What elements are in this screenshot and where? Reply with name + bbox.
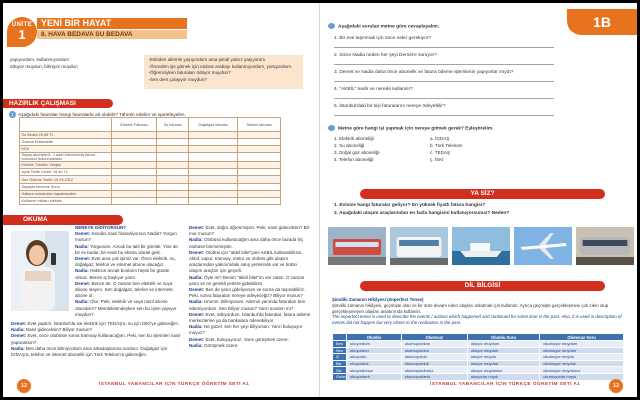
dialog-speaker: Demet: bbox=[75, 256, 91, 262]
grammar-explanation bbox=[332, 297, 630, 326]
conj-cell: okuyordu bbox=[347, 354, 402, 361]
reading-dialog-part3 bbox=[189, 225, 311, 349]
bill-checkbox[interactable] bbox=[112, 139, 157, 146]
question-item: 5. İstanbul'daki bir kişi faturalarını nereye ödeyebilir? bbox=[334, 104, 446, 109]
notice-line: -Eskiden ailemle yaşıyordum ama şimdi yalnız yaşıyorum. bbox=[148, 57, 267, 62]
conj-cell: okuyor muydu bbox=[467, 354, 539, 361]
dialog-line bbox=[75, 244, 183, 256]
dialog-speaker: Demet: bbox=[189, 311, 205, 317]
conj-header: Olumsuz Soru bbox=[540, 334, 624, 341]
bus-photo bbox=[390, 227, 448, 265]
unit-badge bbox=[7, 17, 37, 47]
bill-checkbox[interactable] bbox=[189, 146, 238, 153]
question-item: 4. "AKBİL" nedir ve nerede kullanılır? bbox=[334, 87, 413, 92]
bill-checkbox[interactable] bbox=[157, 190, 189, 197]
metro-illustration bbox=[576, 227, 634, 265]
tram-illustration bbox=[328, 227, 386, 265]
bus-illustration bbox=[390, 227, 448, 265]
dialog-speaker: Nadia: bbox=[189, 342, 203, 348]
dialog-line bbox=[11, 333, 183, 345]
bill-checkbox[interactable] bbox=[189, 162, 238, 169]
bill-cell: Hatlara numaraları kapatılacaktır bbox=[20, 190, 112, 197]
question-item: 1. Bir eve taşınmak için önce neler gerekiyor? bbox=[334, 36, 432, 41]
match-item: 1. Elektrik aboneliği bbox=[334, 136, 374, 141]
conj-pronoun: Siz bbox=[333, 367, 347, 374]
notice-examples bbox=[7, 55, 138, 89]
bill-checkbox[interactable] bbox=[237, 176, 280, 183]
bill-header: Su faturası bbox=[157, 118, 189, 132]
conj-header: Olumlu bbox=[347, 334, 402, 341]
bill-checkbox[interactable] bbox=[237, 190, 280, 197]
match-option: c. TEDAŞ bbox=[430, 150, 451, 155]
conj-cell: okuyor muydun bbox=[467, 347, 539, 354]
ferry-photo bbox=[452, 227, 510, 265]
conj-cell: okumuyor muyduk bbox=[540, 360, 624, 367]
conj-pronoun: Sen bbox=[333, 347, 347, 354]
bill-header: Doğalgaz faturası bbox=[189, 118, 238, 132]
conj-row bbox=[333, 373, 624, 380]
conj-pronoun: Ben bbox=[333, 341, 347, 348]
conj-cell: okuyorlardı bbox=[347, 373, 402, 380]
bill-checkbox[interactable] bbox=[112, 162, 157, 169]
bill-checkbox[interactable] bbox=[157, 139, 189, 146]
bill-checkbox[interactable] bbox=[189, 169, 238, 176]
unit-title: YENİ BİR HAYAT bbox=[37, 18, 187, 29]
tram-photo bbox=[328, 227, 386, 265]
dialog-speaker: Demet: bbox=[189, 225, 205, 230]
dialog-text: Yorgunum. Ancak bu tatil bir günlük. Yine de bir ev budur, bir evde bu ekstra olarak gelir. bbox=[75, 243, 178, 255]
bill-checkbox[interactable] bbox=[237, 153, 280, 162]
dialog-text: Görüşmek üzere. bbox=[204, 342, 239, 348]
bill-checkbox[interactable] bbox=[237, 183, 280, 190]
dialog-line bbox=[189, 275, 311, 287]
conj-cell: okumuyorlar mıydı bbox=[540, 373, 624, 380]
bill-checkbox[interactable] bbox=[237, 169, 280, 176]
conj-pronoun: Onlar bbox=[333, 373, 347, 380]
unit-number: 1 bbox=[18, 27, 26, 42]
reading-dialog-part2 bbox=[11, 321, 183, 358]
dialog-line bbox=[189, 343, 311, 349]
page-number-left: 12 bbox=[17, 379, 31, 393]
dialog-speaker: Demet: bbox=[189, 249, 205, 255]
comprehension-intro-text: Aşağıdaki sorulan metne göre cevaplayalım. bbox=[338, 24, 440, 30]
bill-cell: Elektrik Tüketim Vergisi bbox=[20, 162, 112, 169]
conj-cell: okuyor muyduk bbox=[467, 360, 539, 367]
dialog-speaker: Nadia: bbox=[189, 237, 203, 243]
bill-row bbox=[20, 197, 281, 204]
footer-right: İSTANBUL YABANCILAR İÇİN TÜRKÇE ÖĞRETİM SETİ A1 bbox=[430, 382, 581, 387]
bill-checkbox[interactable] bbox=[112, 169, 157, 176]
conj-cell: okuyordum bbox=[347, 341, 402, 348]
ya-siz-section-title: YA SİZ? bbox=[360, 189, 605, 199]
conj-cell: okumuyor muydum bbox=[540, 341, 624, 348]
conj-cell: okumuyordunuz bbox=[401, 367, 467, 374]
dialog-line bbox=[189, 237, 311, 249]
dialog-text: Evet, buluşuyoruz. Yarın görüşmek üzere. bbox=[205, 336, 289, 342]
lesson-tag: 1B bbox=[567, 9, 637, 35]
dialog-text: Ben daha önce bilmiyordum ama arkadaşlarıma sordum. Doğalgaz için İGDAŞ'a, telefon ve internet abonelik için Türk Telekom'a gideceğim. bbox=[11, 345, 168, 358]
match-option: ç. İSKİ bbox=[430, 157, 444, 162]
conj-row bbox=[333, 367, 624, 374]
dialog-text: Evet yaptım. İstanbul'da ise elektrik için TEDAŞ'a, su için İSKİ'ye gideceğim. bbox=[27, 321, 180, 326]
notice-line: yapıyordum, kullanmıyordum bbox=[10, 57, 69, 62]
book-spread bbox=[3, 3, 637, 397]
bill-row bbox=[20, 146, 281, 153]
bill-checkbox[interactable] bbox=[237, 162, 280, 169]
bill-row bbox=[20, 153, 281, 162]
dialog-line bbox=[75, 281, 183, 300]
bill-checkbox[interactable] bbox=[112, 146, 157, 153]
dialog-line bbox=[189, 324, 311, 336]
dialog-text: Kendini nasıl hissediyorsun Nadia? Yorgun musun? bbox=[75, 231, 177, 243]
dialog-text: Hmmm. Bilmiyorum. Ailemin yanında faturaları ben ödemiyordum. Sen biliyor musun? Yarın soralım mı? bbox=[189, 299, 306, 311]
bill-cell: Sayaçta İlerleme Sonu bbox=[20, 183, 112, 190]
woman-photo bbox=[11, 231, 69, 311]
dialog-line bbox=[11, 346, 183, 358]
transport-photos bbox=[328, 227, 634, 265]
bill-checkbox[interactable] bbox=[157, 162, 189, 169]
notice-line: -Önceden işe gitmek için otobüs arabayı kullanmıyordum, yürüyordum. bbox=[148, 63, 293, 69]
dialog-line bbox=[189, 287, 311, 299]
dialog-speaker: Demet: bbox=[75, 231, 91, 237]
bill-checkbox[interactable] bbox=[112, 132, 157, 139]
plane-photo bbox=[514, 227, 572, 265]
bill-checkbox[interactable] bbox=[189, 190, 238, 197]
bill-cell: Su Bedeli 20,68 TL bbox=[20, 132, 112, 139]
dialog-line bbox=[75, 268, 183, 280]
bill-checkbox[interactable] bbox=[112, 190, 157, 197]
match-item: 3. Doğal gaz aboneliği bbox=[334, 150, 380, 155]
bill-row bbox=[20, 190, 281, 197]
dialog-speaker: Nadia: bbox=[75, 243, 89, 249]
match-option: a. İGDAŞ bbox=[430, 136, 450, 141]
footer-left: İSTANBUL YABANCILAR İÇİN TÜRKÇE ÖĞRETİM SETİ A1 bbox=[99, 382, 250, 387]
dialog-text: Otobüsü kullanacağım ama daha önce burada hiç otobüse binmemiştim. bbox=[189, 237, 304, 249]
answer-line[interactable] bbox=[334, 81, 554, 82]
bill-header: Elektrik Faturası bbox=[112, 118, 157, 132]
ya-question: 2. Aşağıdaki ulaşım araçlarından en fazla hangisini kullanıyorsunuz? Neden? bbox=[334, 211, 510, 216]
ferry-illustration bbox=[452, 227, 510, 265]
section-prep-title: HAZIRLIK ÇALIŞMASI bbox=[3, 99, 113, 108]
conj-row bbox=[333, 354, 624, 361]
dialog-speaker: Demet: bbox=[11, 333, 27, 339]
comprehension-intro bbox=[328, 23, 439, 29]
conj-cell: okuyor muydunuz bbox=[467, 367, 539, 374]
conj-cell: okuyorduk bbox=[347, 360, 402, 367]
match-item: 2. Su aboneliği bbox=[334, 143, 365, 148]
bill-checkbox[interactable] bbox=[189, 139, 238, 146]
dialog-speaker: Demet: bbox=[11, 321, 27, 326]
bill-checkbox[interactable] bbox=[157, 146, 189, 153]
speech-icon bbox=[328, 23, 335, 29]
bill-row bbox=[20, 169, 281, 176]
bill-checkbox[interactable] bbox=[157, 183, 189, 190]
question-text: Aşağıdaki faturalar hangi faturalarla ait olabilir? Tahmin edelim ve işaretleyelim. bbox=[18, 113, 186, 118]
answer-line[interactable] bbox=[334, 47, 554, 48]
answer-line[interactable] bbox=[334, 98, 554, 99]
bill-row bbox=[20, 162, 281, 169]
metro-photo bbox=[576, 227, 634, 265]
dialog-line bbox=[189, 225, 311, 237]
bill-cell: Son Ödeme Tarihi: 19.03.2012 bbox=[20, 176, 112, 183]
ya-question: 1. Evinize hangi faturalar geliyor? En yüksek fiyatlı fatura hangisi? bbox=[334, 203, 486, 208]
bill-checkbox[interactable] bbox=[237, 146, 280, 153]
conj-header: Olumsuz bbox=[401, 334, 467, 341]
conj-cell: okuyorlar mıydı bbox=[467, 373, 539, 380]
dialog-speaker: Nadia: bbox=[75, 268, 89, 274]
dialog-text: Olur. Peki, elektrik ve suya nasıl abone olacaksın? Memleketindeyken sen bu işleri yapıyor muydun? bbox=[75, 299, 177, 317]
dialog-line bbox=[75, 256, 183, 268]
bill-row bbox=[20, 176, 281, 183]
conj-header bbox=[333, 334, 347, 341]
conj-row bbox=[333, 360, 624, 367]
dialog-speaker: Nadia: bbox=[75, 299, 89, 305]
bill-cell: Gazına Kullanabilir bbox=[20, 139, 112, 146]
dialog-line bbox=[75, 299, 183, 318]
bill-checkbox[interactable] bbox=[157, 153, 189, 162]
dialog-text: Ne güzel, sen her şeyi biliyorsun. Yarın buluşuyor muyuz? bbox=[189, 324, 303, 336]
dialog-text: Ben de yarın gideliyorum ve sonra da taşınabiliriz. Peki, sonra faturaları nereye ödeyeceğiz? Biliyor musun? bbox=[189, 287, 306, 299]
bill-header-row bbox=[20, 118, 281, 132]
matching-intro bbox=[328, 125, 493, 131]
conj-cell: okuyordunuz bbox=[347, 367, 402, 374]
dialog-text: Evet, doğru öğrenmişsin. Peki, nasıl gideceksin? Bil-mor musun? bbox=[189, 225, 311, 237]
notice-line: -Sen ders çalışıyor muydun? bbox=[148, 76, 207, 82]
bill-row bbox=[20, 183, 281, 190]
question-item: 2. Sizce Nadia neden her şeyi Demet'e soruyor? bbox=[334, 53, 437, 58]
dialog-speaker: Demet: bbox=[189, 336, 205, 342]
bill-checkbox[interactable] bbox=[157, 169, 189, 176]
question-item: 3. Demet ve Nadia daha önce abonelik ve fatura ödeme işlemlerini yapıyorlar mıydı? bbox=[334, 70, 514, 75]
matching-left-column bbox=[334, 135, 379, 163]
bill-checkbox[interactable] bbox=[189, 176, 238, 183]
dialog-speaker: Nadia: bbox=[189, 324, 203, 330]
bill-cell: Kullanım miktarı elektrik bbox=[20, 197, 112, 204]
bill-checkbox[interactable] bbox=[157, 132, 189, 139]
conj-cell: okuyor muydum bbox=[467, 341, 539, 348]
reading-section-title: OKUMA bbox=[3, 215, 123, 225]
conj-cell: okumuyor muydun bbox=[540, 347, 624, 354]
dialog-speaker: Demet: bbox=[75, 280, 91, 286]
match-option: b. Türk Telekom bbox=[430, 143, 463, 148]
dialog-speaker: Demet: bbox=[189, 287, 205, 293]
answer-line[interactable] bbox=[334, 64, 554, 65]
bill-checkbox[interactable] bbox=[237, 139, 280, 146]
bill-checkbox[interactable] bbox=[112, 176, 157, 183]
dialog-text: Evet, önce otobüsle sonra tramvay kullanacağım. Peki, sen bu işlemleri nasıl yapacaksın? bbox=[11, 333, 181, 345]
grammar-notice bbox=[7, 55, 303, 89]
woman-illustration bbox=[11, 231, 69, 311]
bill-cell: Aylık Tarife Ücreti: 16,46 TL bbox=[20, 169, 112, 176]
bill-checkbox[interactable] bbox=[112, 197, 157, 204]
conjugation-table bbox=[332, 333, 624, 381]
bill-cell: KDV bbox=[20, 146, 112, 153]
conj-cell: okumuyorduk bbox=[401, 360, 467, 367]
conj-cell: okumuyordu bbox=[401, 354, 467, 361]
conj-cell: okumuyordun bbox=[401, 347, 467, 354]
dialog-line bbox=[189, 250, 311, 275]
matching-intro-text: Metne göre hangi işi yapmak için nereye gitmek gerek? Eşleştirelim. bbox=[338, 126, 494, 132]
notice-sentences bbox=[144, 55, 303, 89]
bill-checkbox[interactable] bbox=[112, 153, 157, 162]
notice-line: -Öğrenciyken faturaları ödüyor muydun? bbox=[148, 70, 231, 76]
dialog-speaker: NEREYE GİDİYORSUN? bbox=[75, 225, 127, 230]
right-page bbox=[320, 3, 637, 397]
page-number-right: 13 bbox=[609, 379, 623, 393]
dialog-speaker: Nadia: bbox=[11, 345, 25, 351]
unit-subtitle: 8. HAVA BEDAVA SU BEDAVA bbox=[37, 30, 187, 39]
dialog-text: Otobüs için "akbil bilet"yani AKBİL kullanabilirsin. Akbil; vapur, tramvay, metro ve otobüs gibi ulaşım araçlarından yakınımdaki satış yerlerinde var ve bütün ulaşım araçları için geçerli. bbox=[189, 249, 303, 274]
bill-checkbox[interactable] bbox=[237, 197, 280, 204]
plane-illustration bbox=[514, 227, 572, 265]
bill-checkbox[interactable] bbox=[157, 176, 189, 183]
dialog-text: Nasıl gideceksin? Biliyor musun? bbox=[26, 327, 93, 333]
dialog-speaker: Nadia: bbox=[11, 327, 25, 333]
grammar-section-title: DİL BİLGİSİ bbox=[360, 281, 605, 291]
conj-row bbox=[333, 347, 624, 354]
bill-checkbox[interactable] bbox=[189, 153, 238, 162]
dialog-text: Evet ama çok işimiz var. Önce elektrik, su, doğalgaz, telefon ve internet abone olacağız. bbox=[75, 256, 176, 268]
bill-checkbox[interactable] bbox=[189, 197, 238, 204]
dialog-line bbox=[189, 299, 311, 311]
dialog-line bbox=[189, 312, 311, 324]
dialog-text: Bence de. O zaman ben elektrik ve suya abone olayım. Sen doğalgaz, telefon ve internete abone ol. bbox=[75, 280, 173, 299]
left-page bbox=[3, 3, 320, 397]
conj-pronoun: Biz bbox=[333, 360, 347, 367]
bill-checkbox[interactable] bbox=[112, 183, 157, 190]
dialog-text: Öyle mi? Benim "akbil bilet"im var zaten. O zaman yarın ve ön gerekli yerlere gidebilirim. bbox=[189, 274, 305, 286]
bill-row bbox=[20, 132, 281, 139]
dialog-speaker: Nadia: bbox=[189, 274, 203, 280]
conj-row bbox=[333, 341, 624, 348]
conj-pronoun: O bbox=[333, 354, 347, 361]
bill-table bbox=[19, 117, 281, 205]
notice-line: ödüyor muydun, bilmiyor muydun bbox=[10, 63, 78, 69]
dialog-speaker: Nadia: bbox=[189, 299, 203, 305]
conj-cell: okuyordun bbox=[347, 347, 402, 354]
dialog-line bbox=[75, 231, 183, 243]
bill-checkbox[interactable] bbox=[157, 197, 189, 204]
grammar-text-tr: Şimdiki zamanın hikâyesi, geçmişte olan ve bir süre devam eden olayları anlatmak için kullanılır. Ayrıca geçmişte gerçekleşmesi çok sıkın olup gerçekleşmeyen olayları anlatırımda kullanılır. bbox=[332, 302, 609, 314]
bill-header: Telefon faturası bbox=[237, 118, 280, 132]
conj-cell: okumuyor muydu bbox=[540, 354, 624, 361]
matching-right-column bbox=[430, 135, 463, 163]
match-item: 4. Telefon aboneliği bbox=[334, 157, 374, 162]
conj-cell: okumuyor muydunuz bbox=[540, 367, 624, 374]
conj-header-row bbox=[333, 334, 624, 341]
bill-header bbox=[20, 118, 112, 132]
grammar-title: Şimdiki Zamanın Hikâyesi (Imperfect Tense) bbox=[332, 297, 424, 302]
grammar-text-en: The imperfect tense is used to describe the events / actions which happened and continued for some time in the past. Also, it is used in description of events did not happen but very closer to the realization in the past. bbox=[332, 314, 622, 326]
dialog-text: Evet, ödüyordum. İstanbul'da faturalar, fatura ödeme merkezlerine ya da bankalara ödenebiliyor. bbox=[189, 311, 311, 324]
unit-word: ÜNİTE bbox=[11, 22, 33, 28]
bill-checkbox[interactable] bbox=[189, 132, 238, 139]
conj-header: Olumlu Soru bbox=[467, 334, 539, 341]
speech-icon bbox=[328, 125, 335, 131]
bill-checkbox[interactable] bbox=[237, 132, 280, 139]
conj-cell: okumuyorlardı bbox=[401, 373, 467, 380]
reading-dialog-part1 bbox=[75, 225, 183, 318]
dialog-text: Haklısın ancak bunların hepsi bir günde olmaz. Benim iş başlıyor yarın. bbox=[75, 268, 170, 280]
question-icon: 1 bbox=[9, 111, 16, 118]
bill-checkbox[interactable] bbox=[189, 183, 238, 190]
bill-cell: Sayaç aboneleri1, 1 adet ödenmemiş fatura borcunuz bulunmaktadır bbox=[20, 153, 112, 162]
answer-line[interactable] bbox=[334, 115, 554, 116]
bill-row bbox=[20, 139, 281, 146]
conj-cell: okumuyordum bbox=[401, 341, 467, 348]
